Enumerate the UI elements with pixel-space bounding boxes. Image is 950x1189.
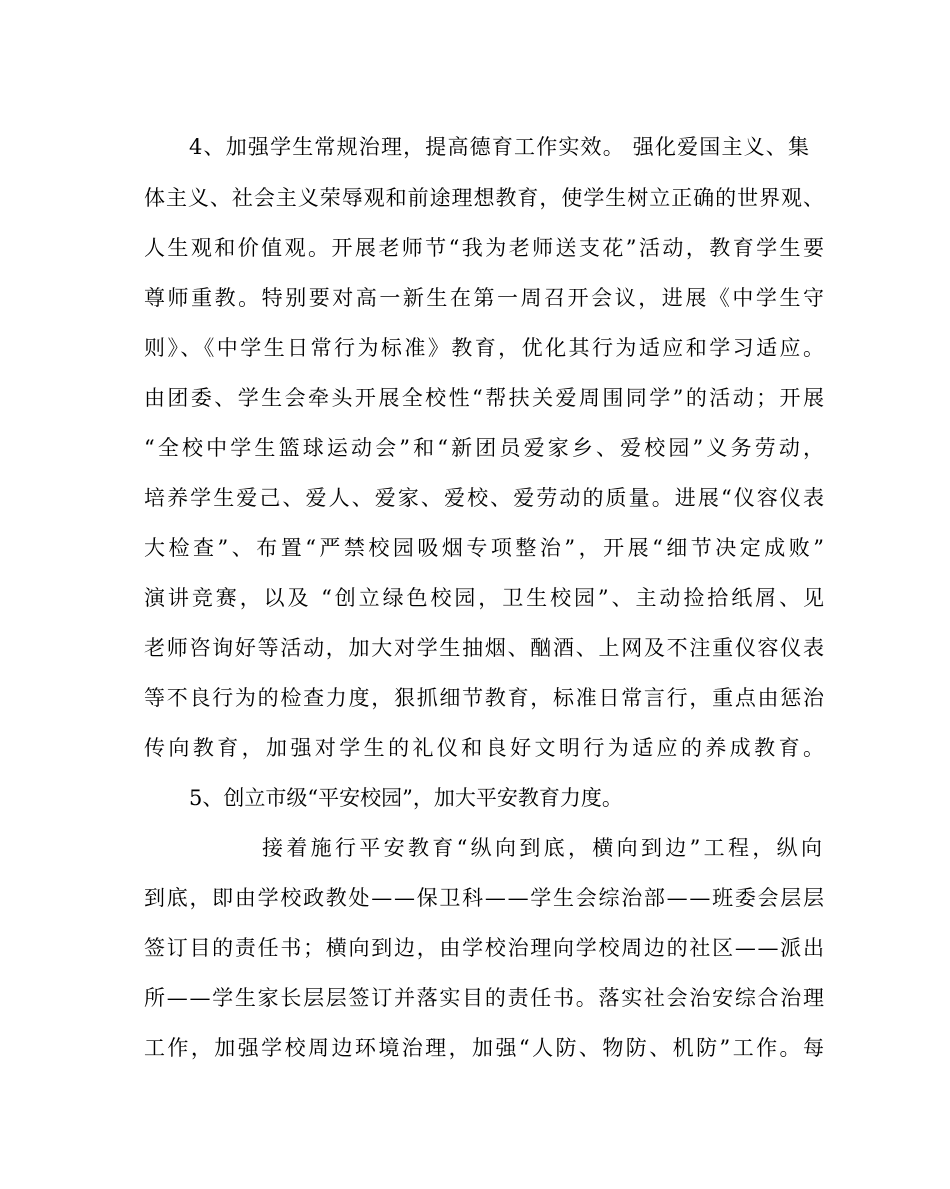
paragraph-line: 所——学生家长层层签订并落实目的责任书。落实社会治安综合治理 [144, 986, 826, 1010]
paragraph-line: 老师咨询好等活动，加大对学生抽烟、酗酒、上网及不注重仪容仪表 [144, 636, 826, 660]
paragraph-line: 传向教育，加强对学生的礼仪和良好文明行为适应的养成教育。 [144, 736, 828, 760]
paragraph-line: 体主义、社会主义荣辱观和前途理想教育，使学生树立正确的世界观、 [144, 186, 825, 210]
paragraph-line: 到底，即由学校政教处——保卫科——学生会综治部——班委会层层 [144, 886, 826, 910]
paragraph-line: “全校中学生篮球运动会”和“新团员爱家乡、爱校园”义务劳动， [144, 436, 828, 460]
section-heading: 5、创立市级“平安校园”，加大平安教育力度。 [189, 786, 623, 810]
paragraph-line: 演讲竞赛，以及 “创立绿色校园，卫生校园”、主动捡拾纸屑、见 [144, 586, 827, 610]
paragraph-line: 培养学生爱己、爱人、爱家、爱校、爱劳动的质量。进展“仪容仪表 [144, 486, 827, 510]
paragraph-line: 等不良行为的检查力度，狠抓细节教育，标准日常言行，重点由惩治 [144, 686, 826, 710]
paragraph-line: 大检查”、布置“严禁校园吸烟专项整治”，开展“细节决定成败” [144, 536, 828, 560]
paragraph-line: 工作，加强学校周边环境治理，加强“人防、物防、机防”工作。每 [144, 1036, 827, 1060]
paragraph-line: 接着施行平安教育“纵向到底，横向到边”工程，纵向 [262, 836, 826, 860]
paragraph-line: 人生观和价值观。开展老师节“我为老师送支花”活动，教育学生要 [144, 236, 827, 260]
paragraph-line: 则》、《中学生日常行为标准》教育，优化其行为适应和学习适应。 [144, 336, 827, 360]
paragraph-line: 签订目的责任书；横向到边，由学校治理向学校周边的社区——派出 [144, 936, 826, 960]
paragraph-line: 4、加强学生常规治理，提高德育工作实效。 强化爱国主义、集 [189, 135, 811, 159]
paragraph-line: 由团委、学生会牵头开展全校性“帮扶关爱周围同学”的活动；开展 [144, 386, 827, 410]
paragraph-line: 尊师重教。特别要对高一新生在第一周召开会议，进展《中学生守 [144, 286, 827, 310]
